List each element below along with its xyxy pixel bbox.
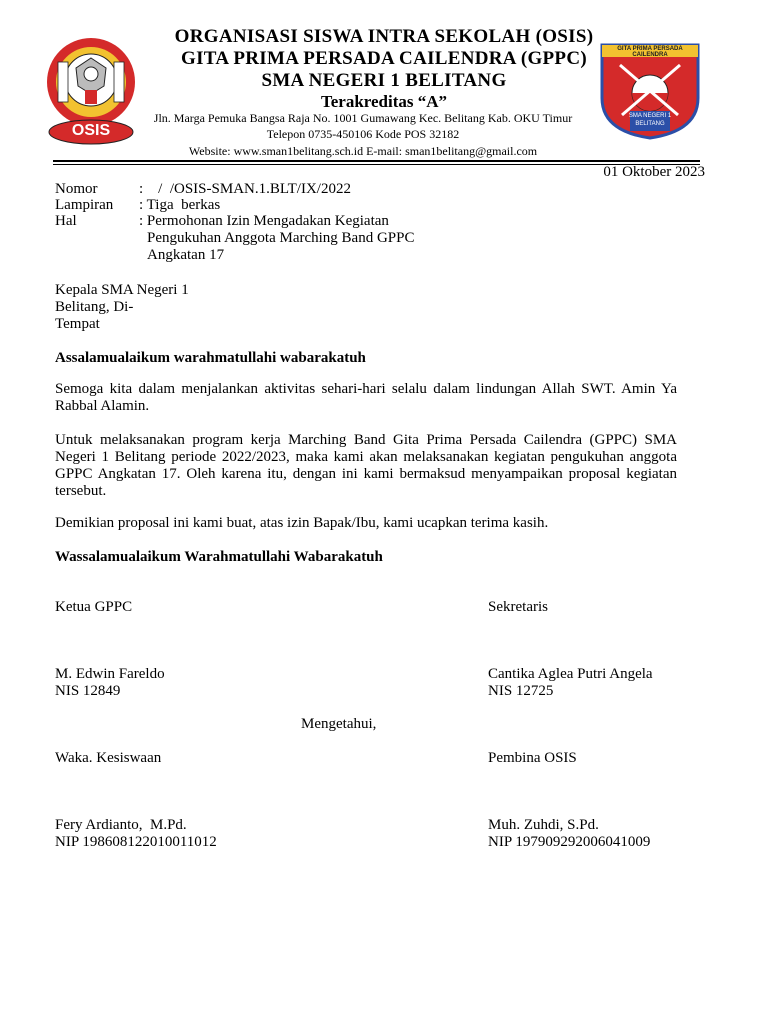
hal-value-line3: Angkatan 17: [147, 247, 225, 263]
sekretaris-nis: NIS 12725: [488, 683, 554, 699]
letterhead-unit-name: GITA PRIMA PERSADA CAILENDRA (GPPC): [180, 48, 587, 69]
header-rule-thick: [53, 160, 700, 162]
sekretaris-title: Sekretaris: [488, 599, 548, 615]
letter-date: 01 Oktober 2023: [603, 164, 705, 180]
recipient-line1: Kepala SMA Negeri 1: [55, 282, 189, 298]
pembina-name: Muh. Zuhdi, S.Pd.: [488, 817, 599, 833]
pembina-nip: NIP 197909292006041009: [488, 834, 651, 850]
mengetahui: Mengetahui,: [301, 716, 377, 732]
hal-label: Hal: [55, 213, 77, 229]
body-paragraph-3: Demikian proposal ini kami buat, atas izin Bapak/Ibu, kami ucapkan terima kasih.: [55, 515, 549, 531]
letterhead-school-name: SMA NEGERI 1 BELITANG: [261, 70, 507, 91]
nomor-label: Nomor: [55, 181, 98, 197]
closing: Wassalamualaikum Warahmatullahi Wabarakatuh: [55, 549, 383, 565]
pembina-title: Pembina OSIS: [488, 750, 577, 766]
letterhead-phone: Telepon 0735-450106 Kode POS 32182: [266, 127, 460, 141]
gppc-logo-top-text: GITA PRIMA PERSADA CAILENDRA: [617, 46, 683, 58]
body-paragraph-1: Semoga kita dalam menjalankan aktivitas sehari-hari selalu dalam lindungan Allah SWT. Amin Ya Rabbal Alamin.: [55, 381, 677, 414]
ketua-nis: NIS 12849: [55, 683, 121, 699]
letterhead-address: Jln. Marga Pemuka Bangsa Raja No. 1001 Gumawang Kec. Belitang Kab. OKU Timur: [153, 111, 573, 125]
letterhead-accreditation: Terakreditas “A”: [320, 92, 448, 111]
letterhead-org-name: ORGANISASI SISWA INTRA SEKOLAH (OSIS): [174, 26, 594, 47]
hal-value-line2: Pengukuhan Anggota Marching Band GPPC: [147, 230, 415, 246]
body-paragraph-2: Untuk melaksanakan program kerja Marching Band Gita Prima Persada Cailendra (GPPC) SMA Negeri 1 Belitang periode 2022/2023, maka kami akan melaksanakan kegiatan pengukuhan anggota GPPC Angkatan 17. Oleh karena itu, dengan ini kami bermaksud menyampaikan proposal kegiatan tersebut.: [55, 432, 677, 499]
waka-nip: NIP 198608122010011012: [55, 834, 217, 850]
osis-logo-text: OSIS: [71, 122, 111, 139]
recipient-line3: Tempat: [55, 316, 100, 332]
nomor-value: : / /OSIS-SMAN.1.BLT/IX/2022: [139, 181, 351, 197]
gppc-logo-bottom-text-2: BELITANG: [635, 121, 665, 127]
greeting: Assalamualaikum warahmatullahi wabarakatuh: [55, 350, 366, 366]
sekretaris-name: Cantika Aglea Putri Angela: [488, 666, 653, 682]
ketua-title: Ketua GPPC: [55, 599, 133, 615]
lampiran-label: Lampiran: [55, 197, 114, 213]
waka-name: Fery Ardianto, M.Pd.: [55, 817, 187, 833]
letterhead-website: Website: www.sman1belitang.sch.id E-mail: sman1belitang@gmail.com: [188, 144, 538, 158]
waka-title: Waka. Kesiswaan: [55, 750, 162, 766]
lampiran-value: : Tiga berkas: [139, 197, 221, 213]
recipient-line2: Belitang, Di-: [55, 299, 134, 315]
hal-value-line1: : Permohonan Izin Mengadakan Kegiatan: [139, 213, 389, 229]
ketua-name: M. Edwin Fareldo: [55, 666, 165, 682]
gppc-logo-bottom-text-1: SMA NEGERI 1: [628, 113, 672, 119]
